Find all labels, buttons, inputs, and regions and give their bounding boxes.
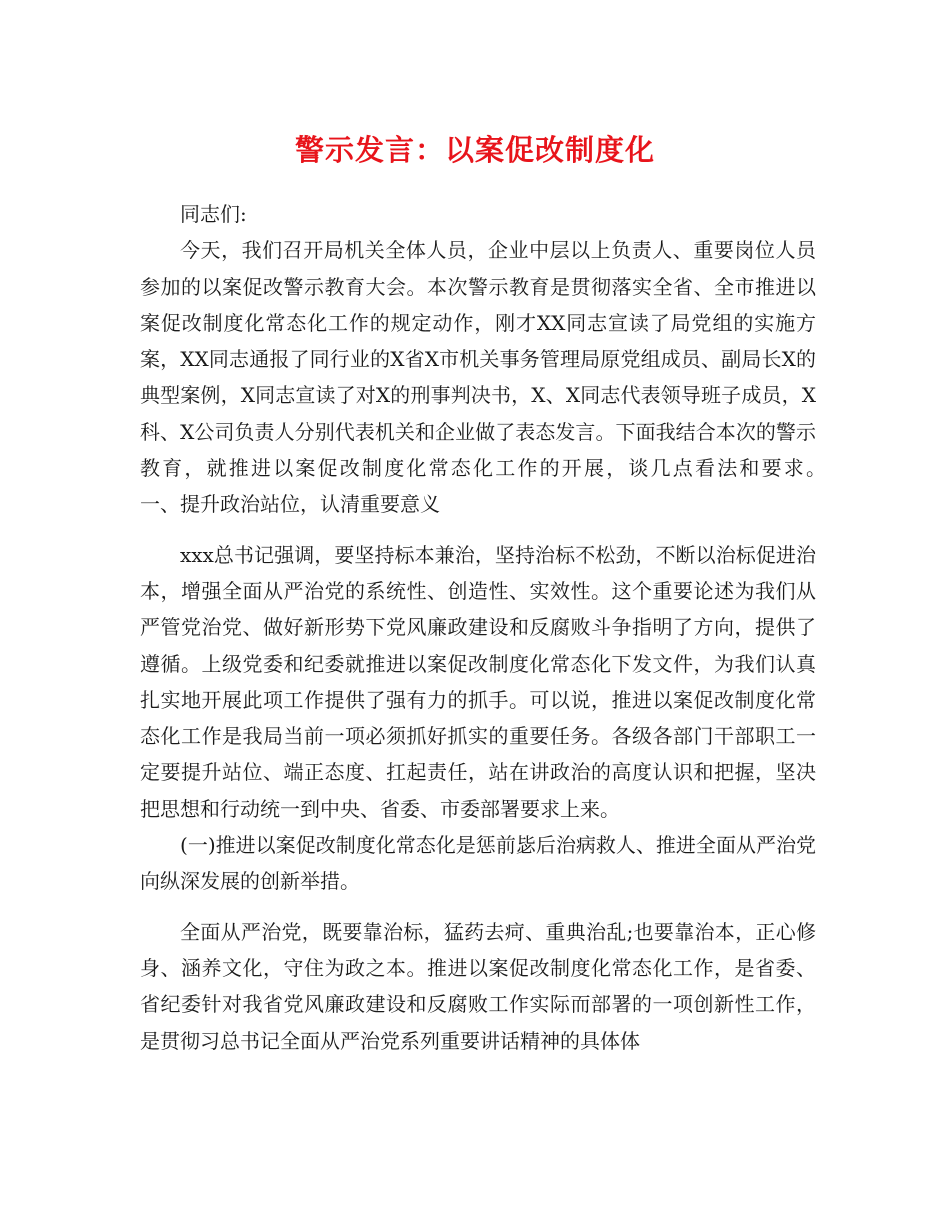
paragraph-subheading-one: (一)推进以案促改制度化常态化是惩前毖后治病救人、推进全面从严治党向纵深发展的创新举措。 [140,833,816,894]
document-title: 警示发言：以案促改制度化 [294,133,655,167]
paragraph-section-one: xxx总书记强调，要坚持标本兼治，坚持治标不松劲，不断以治标促进治本，增强全面从严治党的系统性、创造性、实效性。这个重要论述为我们从严管党治党、做好新形势下党风廉政建设和反腐败斗争指明了方向，提供了遵循。上级党委和纪委就推进以案促改制度化常态化下发文件，为我们认真扎实地开展此项工作提供了强有力的抓手。可以说，推进以案促改制度化常态化工作是我局当前一项必须抓好抓实的重要任务。各级各部门干部职工一定要提升站位、端正态度、扛起责任，站在讲政治的高度认识和把握，坚决把思想和行动统一到中央、省委、市委部署要求上来。 [140,542,816,821]
paragraph-intro: 今天，我们召开局机关全体人员，企业中层以上负责人、重要岗位人员参加的以案促改警示教育大会。本次警示教育是贯彻落实全省、全市推进以案促改制度化常态化工作的规定动作，刚才XX同志宣读了局党组的实施方案，XX同志通报了同行业的X省X市机关事务管理局原党组成员、副局长X的典型案例，X同志宣读了对X的刑事判决书，X、X同志代表领导班子成员，X科、X公司负责人分别代表机关和企业做了表态发言。下面我结合本次的警示教育，就推进以案促改制度化常态化工作的开展，谈几点看法和要求。 一、提升政治站位，认清重要意义 [140,238,856,517]
paragraph-salutation: 同志们: [180,202,247,226]
paragraph-body-one: 全面从严治党，既要靠治标，猛药去疴、重典治乱;也要靠治本，正心修身、涵养文化，守住为政之本。推进以案促改制度化常态化工作，是省委、省纪委针对我省党风廉政建设和反腐败工作实际而部署的一项创新性工作，是贯彻习总书记全面从严治党系列重要讲话精神的具体体 [140,919,816,1053]
document-body [140,196,856,1059]
